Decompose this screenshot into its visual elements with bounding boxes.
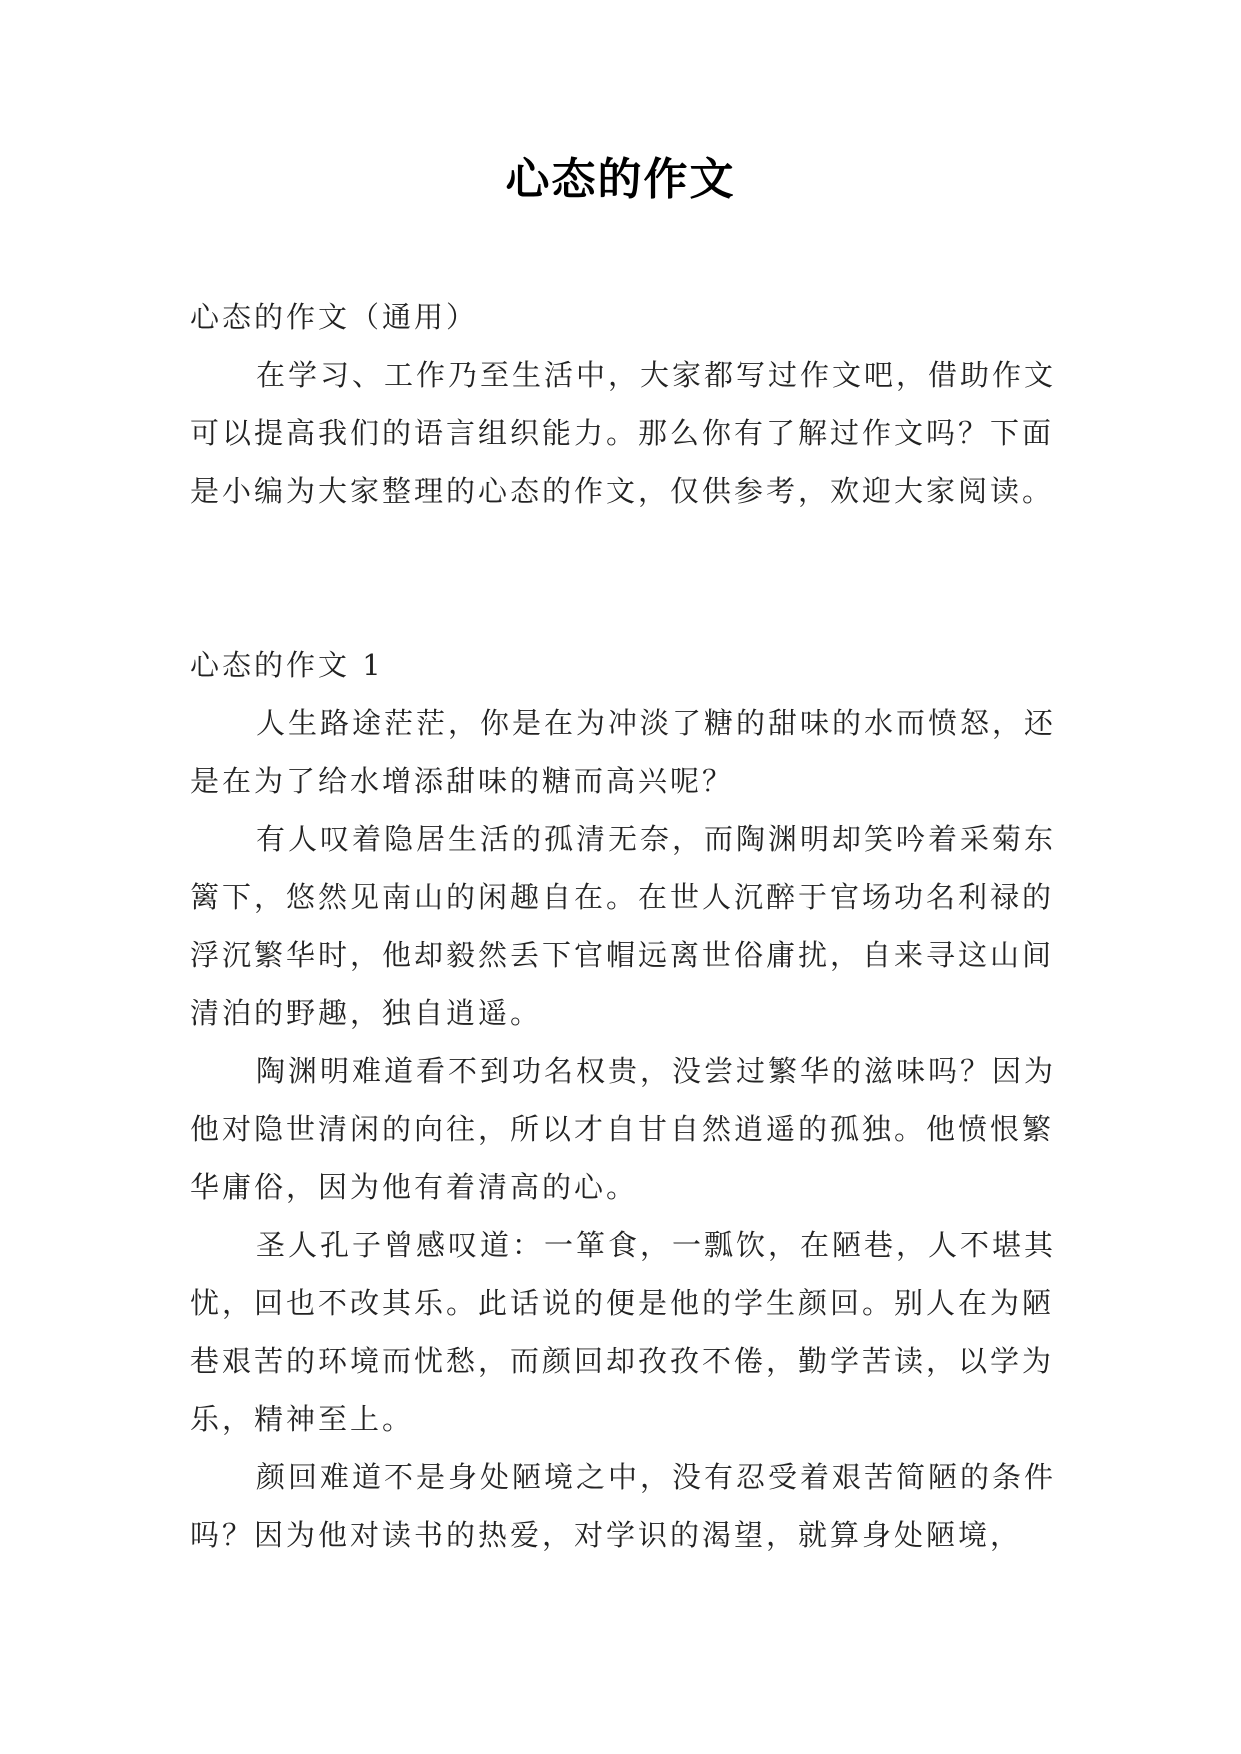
paragraph: 有人叹着隐居生活的孤清无奈，而陶渊明却笑吟着采菊东篱下，悠然见南山的闲趣自在。在世人沉醉于官场功名利禄的浮沉繁华时，他却毅然丢下官帽远离世俗庸扰，自来寻这山间清泊的野趣，独自逍遥。 — [190, 822, 1057, 1030]
intro-heading: 心态的作文（通用） — [190, 300, 479, 334]
paragraph: 颜回难道不是身处陋境之中，没有忍受着艰苦简陋的条件吗？因为他对读书的热爱，对学识的渴望，就算身处陋境， — [190, 1460, 1057, 1552]
paragraph: 圣人孔子曾感叹道：一箪食，一瓢饮，在陋巷，人不堪其忧，回也不改其乐。此话说的便是他的学生颜回。别人在为陋巷艰苦的环境而忧愁，而颜回却孜孜不倦，勤学苦读，以学为乐，精神至上。 — [190, 1228, 1057, 1436]
section-heading: 心态的作文 1 — [190, 648, 384, 682]
intro-paragraph: 在学习、工作乃至生活中，大家都写过作文吧，借助作文可以提高我们的语言组织能力。那么你有了解过作文吗？下面是小编为大家整理的心态的作文，仅供参考，欢迎大家阅读。 — [190, 358, 1057, 508]
document-title: 心态的作文 — [505, 154, 736, 205]
section-spacer — [190, 520, 1070, 636]
document-body — [190, 288, 1070, 1564]
paragraph: 陶渊明难道看不到功名权贵，没尝过繁华的滋味吗？因为他对隐世清闲的向往，所以才自甘自然逍遥的孤独。他愤恨繁华庸俗，因为他有着清高的心。 — [190, 1054, 1057, 1204]
paragraph: 人生路途茫茫，你是在为冲淡了糖的甜味的水而愤怒，还是在为了给水增添甜味的糖而高兴呢？ — [190, 706, 1057, 798]
